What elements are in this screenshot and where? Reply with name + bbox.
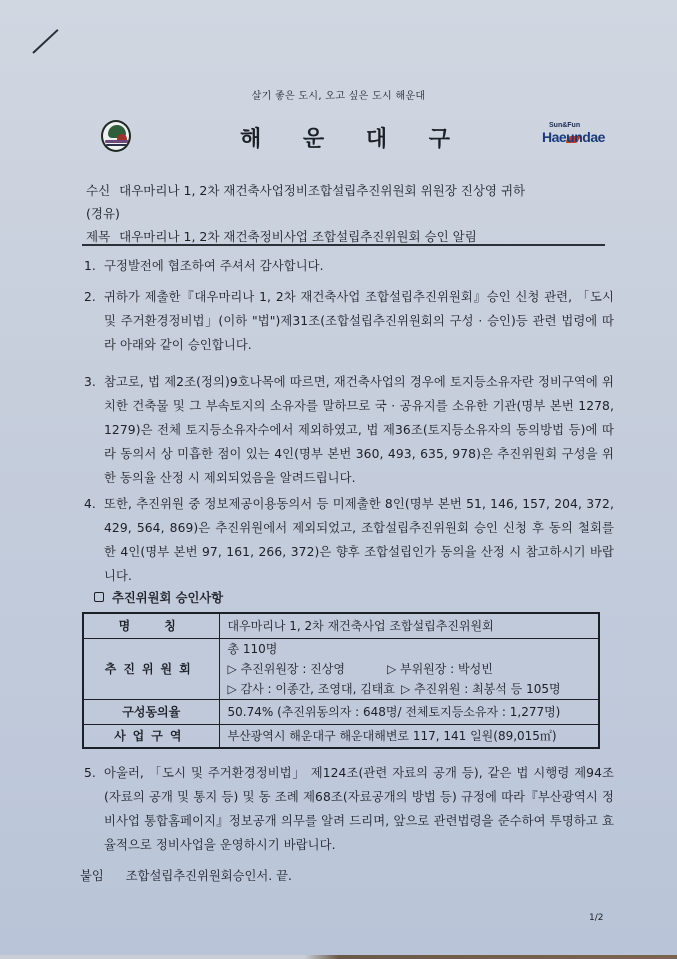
organization-title [240,122,450,153]
paragraph-number: 3. [84,375,96,389]
committee-members [228,679,591,699]
table-key: 구성동의율 [83,699,219,724]
table-key: 명칭 [83,613,219,638]
table-value [219,638,599,699]
subject-label: 제목 [86,229,111,244]
committee-chair: ▷ 추진위원장 : 진상영 [227,661,345,676]
paragraph-1 [84,254,614,278]
title-char: 해 [240,127,262,152]
square-bullet-icon [94,592,104,602]
attachment-line [80,866,292,884]
paragraph-number: 1. [84,259,96,273]
sun-fun-haeundae-logo-icon [541,122,607,150]
paragraph-2 [84,285,614,357]
committee-auditors: ▷ 감사 : 이종간, 조영대, 김태효 [227,681,395,696]
paragraph-4 [84,492,614,588]
paragraph-text: 아울러, 「도시 및 주거환경정비법」 제124조(관련 자료의 공개 등), 같은 법 시행령 제94조(자료의 공개 및 통지 등) 및 동 조례 제68조(자료공개의 방법 등) 규정에 따라『부산광역시 정비사업 통합홈페이지』정보공개 의무를 알려 드리며, 앞으로 관련법령을 준수하여 투명하고 효율적으로 정비사업을 운영하시기 바랍니다. [104,766,614,852]
committee-member-count: ▷ 추진위원 : 최봉석 등 105명 [401,681,561,696]
table-value: 부산광역시 해운대구 해운대해변로 117, 141 일원(89,015㎡) [219,724,599,748]
desk-surface [0,955,677,959]
attachment-text: 조합설립추진위원회승인서. 끝. [125,869,292,883]
table-row [83,699,599,724]
paragraph-number: 4. [84,497,96,511]
haeundae-emblem-icon [101,120,131,152]
paragraph-number: 5. [84,766,96,780]
paragraph-3 [84,370,614,490]
letterhead [0,118,677,154]
slogan: 살기 좋은 도시, 오고 싶은 도시 해운대 [251,91,426,102]
paragraph-text: 또한, 추진위원 중 정보제공이용동의서 등 미제출한 8인(명부 본번 51, 146, 157, 204, 372, 429, 564, 869)은 추진위원에서 제외되었고, 조합설립추진위원회 승인 신청 후 동의 철회를 한 4인(명부 본번 97, 161, 266, 372)은 향후 조합설립인가 동의율 산정 시 참고하시기 바랍니다. [104,497,614,583]
table-value: 대우마리나 1, 2차 재건축사업 조합설립추진위원회 [219,613,599,638]
title-char: 구 [428,127,450,152]
committee-total: 총 110명 [227,641,278,656]
recipient-label: 수신 [86,183,111,198]
brand-big-text: Haeundae [542,129,605,145]
recipient: 대우마리나 1, 2차 재건축사업정비조합설립추진위원회 위원장 진상영 귀하 [119,183,526,198]
page-number: 1/2 [589,913,604,923]
table-value: 50.74% (추진위동의자 : 648명/ 전체토지등소유자 : 1,277명) [219,699,599,724]
header-divider [82,244,605,246]
pen-mark [32,29,58,54]
table-row [83,638,599,699]
recipient-line [86,180,616,202]
approval-section-heading [94,588,223,606]
approval-table [82,612,600,749]
paragraph-5 [84,761,614,857]
committee-leaders [228,659,591,679]
table-key: 사업구역 [83,724,219,748]
attachment-label: 붙임 [80,869,104,883]
table-key: 추진위원회 [83,638,219,699]
via-line [86,203,616,225]
brand-small-text: Sun&Fun [549,122,581,129]
paragraph-number: 2. [84,290,96,304]
paragraph-text: 귀하가 제출한『대우마리나 1, 2차 재건축사업 조합설립추진위원회』승인 신청 관련, 「도시 및 주거환경정비법」(이하 "법")제31조(조합설립추진위원회의 구성 · 승인)등 관련 법령에 따라 아래와 같이 승인합니다. [104,290,614,352]
committee-vice-chair: ▷ 부위원장 : 박성빈 [386,661,493,676]
paragraph-text: 구정발전에 협조하여 주셔서 감사합니다. [104,259,324,273]
table-row [83,724,599,748]
subject: 대우마리나 1, 2차 재건축정비사업 조합설립추진위원회 승인 알림 [119,229,477,244]
table-row [83,613,599,638]
via: (경유) [86,206,120,221]
title-char: 대 [365,127,388,152]
title-char: 운 [302,127,325,152]
paragraph-text: 참고로, 법 제2조(정의)9호나목에 따르면, 재건축사업의 경우에 토지등소유자란 정비구역에 위치한 건축물 및 그 부속토지의 소유자를 말하므로 국 · 공유지를 소유한 기관(명부 본번 1278, 1279)은 전체 토지등소유자수에서 제외하였고, 법 제36조(토지등소유자의 동의방법 등)에 따라 동의서 상 미흡한 점이 있는 4인(명부 본번 360, 493, 635, 978)은 추진위원회 구성을 위한 동의율 산정 시 제외되었음을 알려드립니다. [104,375,614,485]
section-title: 추진위원회 승인사항 [112,591,224,605]
